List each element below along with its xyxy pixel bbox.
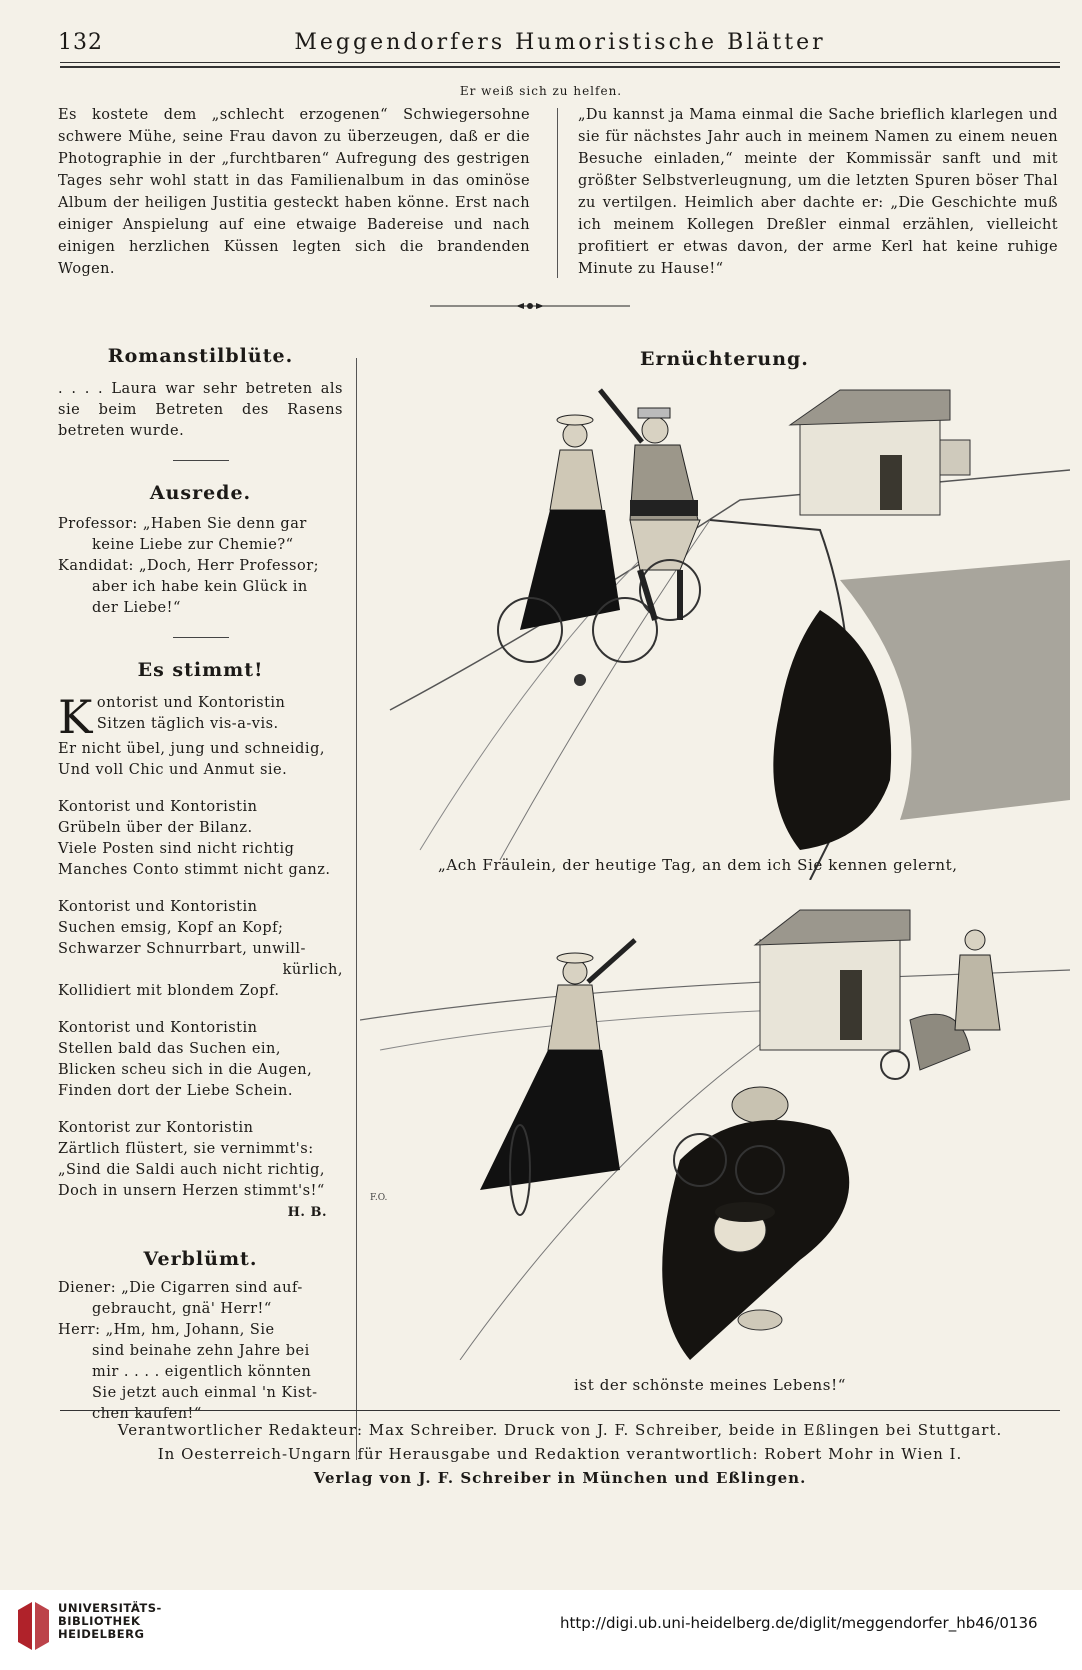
source-url-link[interactable]: http://digi.ub.uni-heidelberg.de/diglit/meggendorfer_hb46/0136 [560,1614,1038,1632]
verbluemt-line: mir . . . . eigentlich könnten [92,1364,312,1380]
section-rule [173,460,229,461]
verbluemt-line: chen kaufen!“ [92,1406,202,1422]
page-column-divider [356,358,357,1460]
illustration-fall [360,900,1070,1360]
library-name-line: HEIDELBERG [58,1627,145,1641]
poem-line: kürlich, [282,962,343,978]
header-rule-top [60,62,1060,63]
poem-stanza [58,1018,343,1102]
poem-stanza [58,1118,343,1202]
left-column [58,346,343,1425]
poem [58,690,343,1223]
poem-line: Stellen bald das Suchen ein, [58,1041,282,1057]
verbluemt-line: gebraucht, gnä' Herr!“ [92,1301,272,1317]
illustration-cyclists [380,380,1070,880]
poem-line: Grübeln über der Bilanz. [58,820,253,836]
verbluemt-line: Herr: „Hm, hm, Johann, Sie [58,1322,275,1338]
library-name-line: BIBLIOTHEK [58,1614,141,1628]
poem-stanza [58,797,343,881]
poem-line: Sitzen täglich vis-a-vis. [96,716,279,732]
ausrede-line: der Liebe!“ [92,600,181,616]
magazine-title: Meggendorfers Humoristische Blätter [294,30,826,55]
imprint-line: Verantwortlicher Redakteur: Max Schreiber. Druck von J. F. Schreiber, beide in Eßlingen bei Stuttgart. [117,1421,1003,1439]
ausrede-line: Professor: „Haben Sie denn gar [58,516,307,532]
section-title-romanstilbluete: Romanstilblüte. [107,345,294,367]
header-rule-bottom [60,66,1060,68]
poem-line: Kontorist und Kontoristin [58,899,258,915]
poem-line: Manches Conto stimmt nicht ganz. [58,862,331,878]
poem-dropcap: K [58,690,93,744]
section-title-verbluemt: Verblümt. [143,1248,258,1270]
woman-cyclist [498,415,620,686]
poem-line: Er nicht übel, jung und schneidig, [58,741,325,757]
poem-line: Doch in unsern Herzen stimmt's!“ [58,1183,325,1199]
caption-second: ist der schönste meines Lebens!“ [574,1376,847,1394]
section-title-ausrede: Ausrede. [149,482,252,504]
ausrede-line: aber ich habe kein Glück in [92,579,308,595]
section-title-es-stimmt: Es stimmt! [137,659,264,681]
poem-line: Kollidiert mit blondem Zopf. [58,983,280,999]
story-column-divider [557,108,558,278]
story-title: Er weiß sich zu helfen. [459,84,623,98]
ausrede-line: Kandidat: „Doch, Herr Professor; [58,558,320,574]
library-name [58,1602,162,1641]
man-cyclist [593,390,700,662]
imprint-line: In Oesterreich-Ungarn für Herausgabe und Redaktion verantwortlich: Robert Mohr in Wien I. [157,1445,963,1463]
poem-line: Zärtlich flüstert, sie vernimmt's: [58,1141,314,1157]
poem-line: ontorist und Kontoristin [96,695,286,711]
artist-signature: F.O. [370,1193,388,1203]
poem-signature: H. B. [287,1205,327,1220]
story-left-paragraph: Es kostete dem „schlecht erzogenen“ Schwiegersohne schwere Mühe, seine Frau davon zu überzeugen, daß er die Photographie in der „furchtbaren“ Aufregung des gestrigen Tages sehr wohl statt in das Familienalbum in das ominöse Album der heiligen Justitia gesteckt haben könne. Erst nach einiger Anspielung auf eine etwaige Badereise und nach einigen herzlichen Küssen legten sich die brandenden Wogen. [58,107,530,277]
footer-rule [60,1410,1060,1411]
poem-line: Kontorist zur Kontoristin [58,1120,254,1136]
poem-line: Und voll Chic und Anmut sie. [58,762,288,778]
poem-line: Kontorist und Kontoristin [58,799,258,815]
library-logo-icon [14,1600,52,1652]
verbluemt-line: Sie jetzt auch einmal 'n Kist- [92,1385,318,1401]
poem-stanza [58,897,343,1002]
section-rule [173,637,229,638]
poem-line: Viele Posten sind nicht richtig [58,841,295,857]
library-name-line: UNIVERSITÄTS- [58,1601,162,1615]
ornament-divider [430,300,630,312]
poem-line: Blicken scheu sich in die Augen, [58,1062,313,1078]
page-number: 132 [58,30,103,55]
poem-stanza [58,690,343,781]
poem-line: Finden dort der Liebe Schein. [58,1083,294,1099]
caption-first: „Ach Fräulein, der heutige Tag, an dem ich Sie kennen gelernt, [438,856,958,874]
verbluemt-line: sind beinahe zehn Jahre bei [92,1343,310,1359]
poem-line: Schwarzer Schnurrbart, unwill- [58,941,306,957]
romanstilbluete-text: . . . . Laura war sehr betreten als sie beim Betreten des Rasens betreten wurde. [58,381,343,439]
imprint-line: Verlag von J. F. Schreiber in München und Eßlingen. [313,1469,807,1487]
waving-woman [480,940,635,1215]
poem-line: Suchen emsig, Kopf an Kopf; [58,920,284,936]
imprint [60,1418,1060,1490]
poem-line: Kontorist und Kontoristin [58,1020,258,1036]
story-right-paragraph: „Du kannst ja Mama einmal die Sache brieflich klarlegen und sie für nächstes Jahr auch in meinem Namen zu einem neuen Besuche einladen,“ meinte der Kommissär sanft und mit größter Selbstverleugnung, um die letzten Spuren böser Thal zu vertilgen. Heimlich aber dachte er: „Die Geschichte muß ich meinem Kollegen Dreßler einmal erzählen, vielleicht profitiert er etwas davon, der arme Kerl hat keine ruhige Minute zu Hause!“ [578,107,1058,277]
poem-line: „Sind die Saldi auch nicht richtig, [58,1162,325,1178]
section-title-ernuechterung: Ernüchterung. [640,348,809,370]
verbluemt-line: Diener: „Die Cigarren sind auf- [58,1280,303,1296]
ausrede-line: keine Liebe zur Chemie?“ [92,537,294,553]
